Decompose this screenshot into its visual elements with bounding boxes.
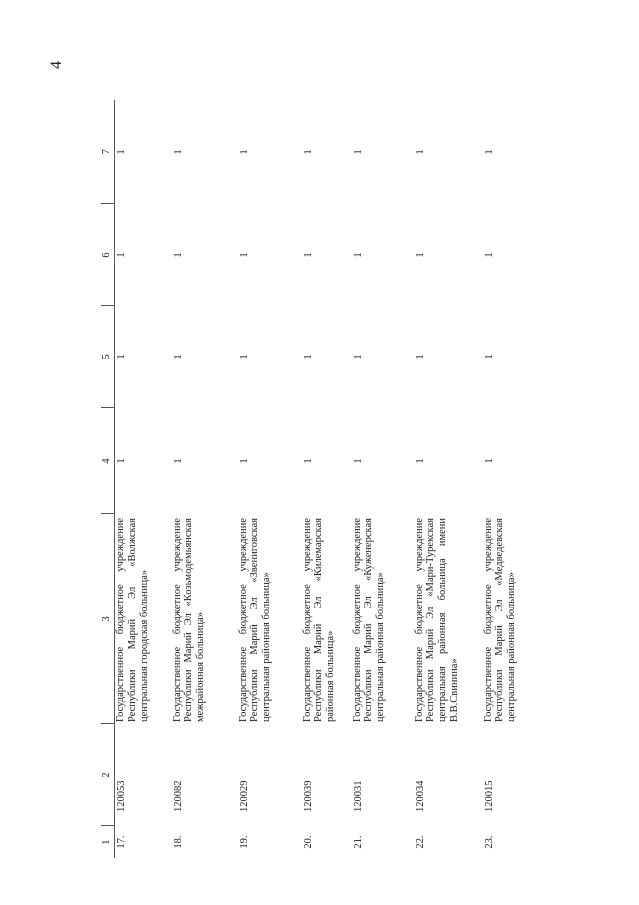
page-number: 4 [48,61,65,69]
institution-code: 120053 [116,780,127,812]
institutions-table [101,100,529,858]
institution-name: Государственное бюджетное учреждение Республики Марий Эл «Звениговская центральная районная больница» [237,518,273,722]
table-row [302,100,352,858]
column-header-6: 6 [101,204,115,306]
value-col-7: 1 [238,149,250,155]
column-header-1: 1 [101,826,115,858]
value-col-7: 1 [302,149,314,155]
value-col-5: 1 [352,354,364,360]
row-number: 18. [172,835,184,849]
row-number: 23. [483,835,495,849]
value-col-5: 1 [238,354,250,360]
institution-name: Государственное бюджетное учреждение Республики Марий Эл «Медведевская центральная районная больница» [482,518,518,722]
value-col-7: 1 [352,149,364,155]
value-col-6: 1 [414,252,426,258]
value-col-4: 1 [414,458,426,464]
value-col-5: 1 [116,354,127,360]
table-row [483,100,529,858]
row-number: 22. [414,835,426,849]
institution-name: Государственное бюджетное учреждение Республики Марий Эл «Волжская центральная городская больница» [115,518,150,722]
table-row [172,100,238,858]
institution-code: 120039 [302,780,314,812]
column-header-4: 4 [101,408,115,514]
value-col-7: 1 [172,149,184,155]
value-col-4: 1 [238,458,250,464]
table-row [238,100,302,858]
institution-code: 120082 [172,780,184,812]
value-col-4: 1 [302,458,314,464]
value-col-6: 1 [116,252,127,258]
value-col-5: 1 [172,354,184,360]
value-col-6: 1 [483,252,495,258]
row-number: 20. [302,835,314,849]
column-header-3: 3 [101,514,115,724]
column-number-row [101,100,115,858]
table-row [352,100,414,858]
value-col-5: 1 [483,354,495,360]
value-col-6: 1 [172,252,184,258]
table-header [101,100,115,858]
value-col-4: 1 [116,458,127,464]
value-col-5: 1 [414,354,426,360]
value-col-6: 1 [352,252,364,258]
institution-code: 120031 [352,780,364,812]
institution-name: Государственное бюджетное учреждение Республики Марий Эл «Мари-Турекская центральная районная больница имени В.В.Свинина» [413,518,460,722]
value-col-4: 1 [483,458,495,464]
institution-code: 120015 [483,780,495,812]
value-col-4: 1 [352,458,364,464]
row-number: 21. [352,835,364,849]
institution-name: Государственное бюджетное учреждение Республики Марий Эл «Килемарская районная больница» [301,518,337,722]
column-header-2: 2 [101,724,115,826]
value-col-4: 1 [172,458,184,464]
institution-code: 120034 [414,780,426,812]
institution-name: Государственное бюджетное учреждение Республики Марий Эл «Козьмодемьянская межрайонная больница» [171,518,207,722]
column-header-5: 5 [101,306,115,408]
value-col-7: 1 [116,149,127,155]
value-col-5: 1 [302,354,314,360]
institution-name: Государственное бюджетное учреждение Республики Марий Эл «Куженерская центральная районная больница» [351,518,387,722]
value-col-6: 1 [238,252,250,258]
column-header-7: 7 [101,100,115,204]
table-row [115,100,172,858]
value-col-7: 1 [483,149,495,155]
value-col-6: 1 [302,252,314,258]
row-number: 19. [238,835,250,849]
institution-code: 120029 [238,780,250,812]
value-col-7: 1 [414,149,426,155]
table-row [414,100,483,858]
row-number: 17. [116,835,127,849]
table-body [115,100,529,858]
